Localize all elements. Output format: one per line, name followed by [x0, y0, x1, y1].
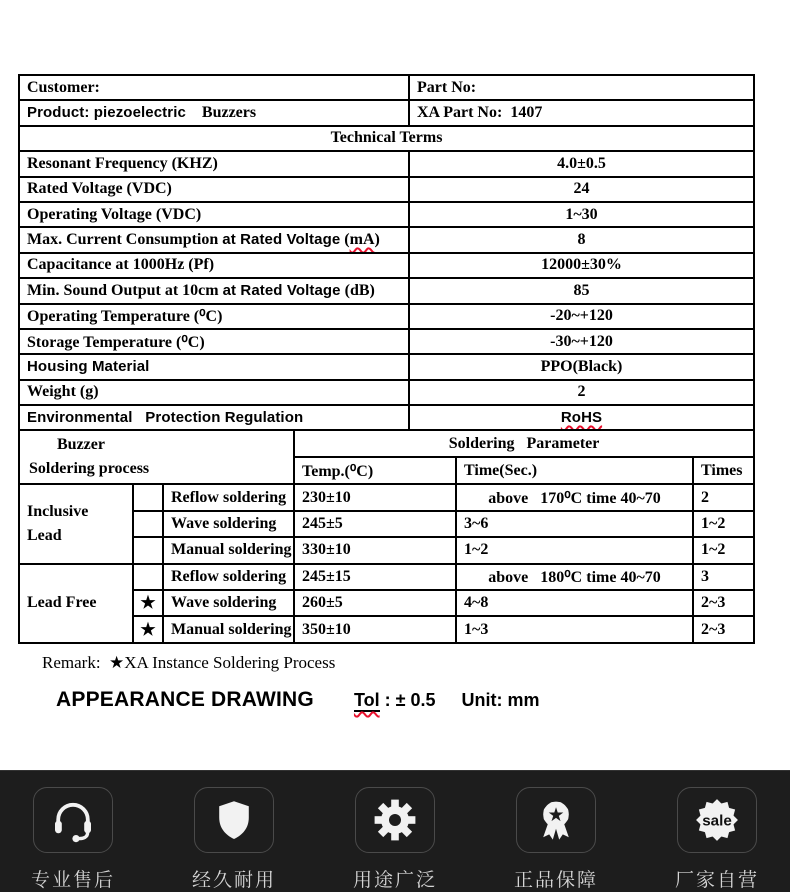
corner-line-2: Soldering process — [29, 460, 150, 478]
spec-row-value — [409, 202, 754, 227]
text-segment: -30~+120 — [550, 332, 613, 350]
star-marker-cell — [133, 484, 163, 510]
spec-row-label — [19, 177, 409, 202]
unit-note: Unit: mm — [461, 689, 540, 710]
time-cell: above 170⁰C time 40~70 — [456, 484, 693, 510]
time-cell: 4~8 — [456, 590, 693, 616]
col-header-times: Times — [693, 457, 754, 484]
table-row — [19, 253, 754, 278]
footer-label: 厂家自营 — [675, 870, 760, 891]
soldering-group-label — [19, 564, 133, 643]
spec-row-label — [19, 329, 409, 354]
spec-row-label — [19, 278, 409, 303]
text-segment: 4.0±0.5 — [557, 154, 606, 172]
times-cell: 1~2 — [693, 511, 754, 537]
text-segment: (dB) — [340, 281, 375, 299]
section-title-technical-terms: Technical Terms — [19, 126, 754, 151]
text-segment: 24 — [573, 180, 590, 198]
shield-icon — [194, 787, 274, 853]
part-no-label: Part No: — [409, 75, 754, 100]
sale-badge-icon — [677, 787, 757, 853]
table-row — [19, 484, 754, 510]
text-segment: at Rated Voltage — [222, 281, 341, 299]
spec-row-label — [19, 202, 409, 227]
tolerance-note — [354, 690, 436, 711]
text-segment: 8 — [577, 231, 586, 249]
gear-icon — [355, 787, 435, 853]
text-segment: Capacitance at 1000Hz (Pf) — [27, 256, 215, 274]
spec-row-value — [409, 354, 754, 379]
footer-item-durable — [192, 771, 277, 892]
footer-label: 正品保障 — [514, 870, 599, 891]
text-segment: 2 — [577, 383, 586, 401]
time-cell: 1~2 — [456, 537, 693, 563]
customer-label: Customer: — [19, 75, 409, 100]
buzzer-soldering-process-header — [19, 430, 294, 484]
text-segment: Storage Temperature (⁰C) — [27, 333, 205, 351]
time-cell: 1~3 — [456, 616, 693, 642]
text-segment: RoHS — [560, 408, 603, 426]
appearance-drawing-heading — [56, 688, 753, 712]
text-segment: at Rated Voltage — [222, 231, 341, 249]
star-marker-cell: ★ — [133, 616, 163, 642]
process-cell: Reflow soldering — [163, 484, 294, 510]
text-segment: 1~30 — [565, 205, 598, 223]
text-segment: mA — [349, 231, 375, 249]
temp-cell: 245±5 — [294, 511, 456, 537]
product-label — [19, 100, 409, 125]
temp-cell: 245±15 — [294, 564, 456, 590]
text-segment: Weight (g) — [27, 383, 99, 401]
temp-cell: 230±10 — [294, 484, 456, 510]
spec-document — [18, 74, 753, 712]
xa-part-no: XA Part No: 1407 — [409, 100, 754, 125]
footer-item-authentic — [514, 771, 599, 892]
tolerance-word: Tol — [353, 689, 380, 710]
star-marker-cell: ★ — [133, 590, 163, 616]
spec-row-value — [409, 177, 754, 202]
table-row — [19, 177, 754, 202]
table-row — [19, 329, 754, 354]
process-cell: Wave soldering — [163, 511, 294, 537]
table-row — [19, 304, 754, 329]
medal-icon — [516, 787, 596, 853]
appearance-drawing-title: APPEARANCE DRAWING — [56, 687, 314, 711]
soldering-group-label — [19, 484, 133, 563]
spec-row-value — [409, 227, 754, 252]
text-segment: Rated Voltage (VDC) — [27, 180, 172, 198]
process-cell: Manual soldering — [163, 537, 294, 563]
text-segment: Min. Sound Output at 10cm — [27, 281, 223, 299]
sale-badge-text: sale — [702, 812, 732, 830]
spec-row-value — [409, 151, 754, 176]
star-marker-cell — [133, 537, 163, 563]
headset-icon — [33, 787, 113, 853]
footer-label: 用途广泛 — [353, 870, 438, 891]
times-cell: 2~3 — [693, 590, 754, 616]
col-header-time: Time(Sec.) — [456, 457, 693, 484]
table-row — [19, 75, 754, 100]
star-marker-cell — [133, 564, 163, 590]
process-cell: Reflow soldering — [163, 564, 294, 590]
text-segment: Buzzers — [185, 104, 257, 122]
text-segment: Max. Current Consumption — [27, 231, 223, 249]
text-segment: Operating Voltage (VDC) — [27, 205, 202, 223]
group-name-line: Inclusive — [27, 503, 89, 521]
temp-cell: 330±10 — [294, 537, 456, 563]
text-segment: ( — [340, 231, 350, 249]
footer-item-factory-direct — [675, 771, 760, 892]
spec-row-value — [409, 405, 754, 430]
text-segment: 12000±30% — [541, 256, 622, 274]
text-segment: PPO(Black) — [540, 357, 623, 375]
process-cell: Manual soldering — [163, 616, 294, 642]
temp-cell: 350±10 — [294, 616, 456, 642]
svg-text:★: ★ — [547, 804, 565, 827]
time-cell: 3~6 — [456, 511, 693, 537]
times-cell: 2 — [693, 484, 754, 510]
time-cell: above 180⁰C time 40~70 — [456, 564, 693, 590]
table-row — [19, 151, 754, 176]
remark-note: Remark: ★XA Instance Soldering Process — [42, 652, 336, 672]
soldering-parameter-header: Soldering Parameter — [294, 430, 754, 457]
spec-row-value — [409, 253, 754, 278]
spec-row-value — [409, 329, 754, 354]
group-name-line: Lead Free — [27, 594, 97, 612]
text-segment: Resonant Frequency (KHZ) — [27, 154, 218, 172]
process-cell: Wave soldering — [163, 590, 294, 616]
spec-row-label — [19, 253, 409, 278]
text-segment: ) — [374, 231, 380, 249]
table-row — [19, 430, 754, 457]
temp-cell: 260±5 — [294, 590, 456, 616]
text-segment: Product: piezoelectric — [27, 104, 186, 122]
table-row — [19, 227, 754, 252]
technical-spec-table — [18, 74, 755, 431]
times-cell: 1~2 — [693, 537, 754, 563]
table-row — [19, 380, 754, 405]
table-row — [19, 100, 754, 125]
text-segment: -20~+120 — [550, 307, 613, 325]
times-cell: 2~3 — [693, 616, 754, 642]
spec-row-label — [19, 380, 409, 405]
table-row — [19, 202, 754, 227]
table-row — [19, 405, 754, 430]
col-header-temp: Temp.(⁰C) — [294, 457, 456, 484]
footer-label: 专业售后 — [31, 870, 116, 891]
text-segment: Operating Temperature (⁰C) — [27, 308, 223, 326]
table-row — [19, 126, 754, 151]
spec-row-label — [19, 304, 409, 329]
text-segment: 85 — [573, 281, 590, 299]
soldering-parameter-table — [18, 429, 755, 643]
footer-item-after-sales — [31, 771, 116, 892]
spec-row-value — [409, 304, 754, 329]
text-segment: Housing Material — [27, 357, 150, 375]
times-cell: 3 — [693, 564, 754, 590]
footer-label: 经久耐用 — [192, 870, 277, 891]
spec-row-label — [19, 405, 409, 430]
feature-badges-footer — [0, 770, 790, 892]
table-row — [19, 278, 754, 303]
group-name-line: Lead — [27, 527, 62, 545]
text-segment: Environmental Protection Regulation — [27, 408, 304, 426]
table-row — [19, 564, 754, 590]
spec-row-value — [409, 278, 754, 303]
star-marker-cell — [133, 511, 163, 537]
spec-row-label — [19, 151, 409, 176]
spec-row-label — [19, 227, 409, 252]
tolerance-value: : ± 0.5 — [379, 689, 436, 710]
corner-line-1: Buzzer — [57, 436, 105, 454]
footer-item-versatile — [353, 771, 438, 892]
spec-row-value — [409, 380, 754, 405]
spec-row-label — [19, 354, 409, 379]
table-row — [19, 354, 754, 379]
